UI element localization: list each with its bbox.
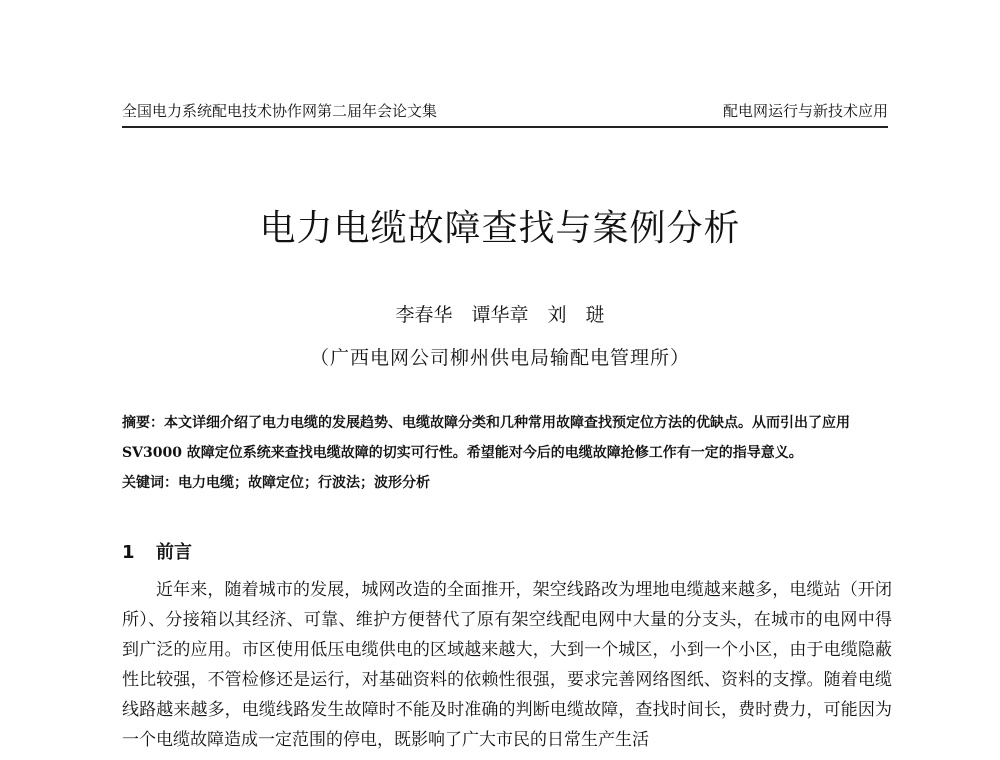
section-number: 1 [122, 542, 135, 563]
body-paragraph: 近年来，随着城市的发展，城网改造的全面推开，架空线路改为埋地电缆越来越多，电缆站（开闭所）、分接箱以其经济、可靠、维护方便替代了原有架空线配电网中大量的分支头，在城市的电网中得到广泛的应用。市区使用低压电缆供电的区域越来越大，大到一个城区，小到一个小区，由于电缆隐蔽性比较强，不管检修还是运行，对基础资料的依赖性很强，要求完善网络图纸、资料的支撑。随着电缆线路越来越多，电缆线路发生故障时不能及时准确的判断电缆故障，查找时间长，费时费力，可能因为一个电缆故障造成一定范围的停电，既影响了广大市民的日常生产生活 [122, 580, 892, 750]
header-proceedings-title: 全国电力系统配电技术协作网第二届年会论文集 [122, 102, 438, 120]
section-heading [122, 538, 192, 564]
abstract [122, 408, 892, 468]
abstract-block [122, 408, 892, 498]
keywords-text: 电力电缆；故障定位；行波法；波形分析 [178, 475, 430, 491]
authors: 李春华 谭华章 刘 琎 [395, 304, 605, 326]
affiliation: （广西电网公司柳州供电局输配电管理所） [309, 347, 690, 369]
running-header [122, 100, 888, 128]
paper-title: 电力电缆故障查找与案例分析 [259, 208, 741, 249]
abstract-label: 摘要： [122, 415, 164, 431]
keywords [122, 468, 892, 498]
header-section-title: 配电网运行与新技术应用 [722, 102, 888, 120]
abstract-text: 本文详细介绍了电力电缆的发展趋势、电缆故障分类和几种常用故障查找预定位方法的优缺点。从而引出了应用 SV3000 故障定位系统来查找电缆故障的切实可行性。希望能对今后的电缆故障抢修工作有一定的指导意义。 [122, 415, 850, 461]
keywords-label: 关键词： [122, 475, 178, 491]
section-title: 前言 [156, 542, 192, 563]
